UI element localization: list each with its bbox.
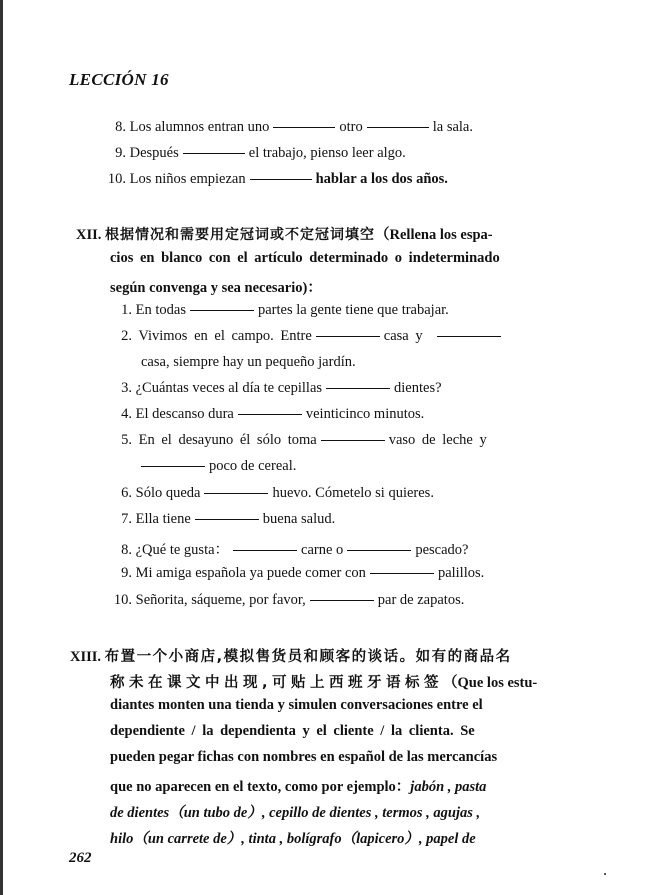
blank	[238, 413, 302, 415]
exercise-item: 9. Después el trabajo, pienso leer algo.	[115, 145, 406, 161]
exercise-item: 8. ¿Qué te gusta： carne o pescado?	[121, 542, 469, 558]
exercise-item-continuation: casa, siempre hay un pequeño jardín.	[141, 354, 356, 370]
section-xii-title: XII. 根据情况和需要用定冠词或不定冠词填空（Rellena los espa-	[76, 227, 493, 243]
blank	[347, 549, 411, 551]
blank	[204, 492, 268, 494]
scan-speck	[604, 873, 606, 875]
blank	[233, 549, 297, 551]
blank	[183, 152, 245, 154]
exercise-item: 3. ¿Cuántas veces al día te cepillas dientes?	[121, 380, 442, 396]
section-xiii-line: dependiente / la dependienta y el cliente / la clienta. Se	[110, 723, 475, 739]
section-xiii-line: que no aparecen en el texto, como por ejemplo：jabón , pasta	[110, 779, 487, 795]
blank	[367, 126, 429, 128]
blank	[316, 335, 380, 337]
blank	[321, 439, 385, 441]
exercise-item: 1. En todas partes la gente tiene que trabajar.	[121, 302, 449, 318]
blank	[326, 387, 390, 389]
exercise-item: 10. Señorita, sáqueme, por favor, par de zapatos.	[113, 592, 465, 608]
section-xiii-title: XIII. 布置一个小商店,模拟售货员和顾客的谈话。如有的商品名	[70, 649, 512, 665]
exercise-item: 9. Mi amiga española ya puede comer con palillos.	[121, 565, 485, 581]
blank	[437, 335, 501, 337]
section-xiii-line: de dientes（un tubo de）, cepillo de dientes , termos , agujas ,	[110, 805, 481, 821]
exercise-item: 7. Ella tiene buena salud.	[121, 511, 336, 527]
blank	[195, 518, 259, 520]
section-xii-line: cios en blanco con el artículo determinado o indeterminado	[110, 250, 500, 266]
exercise-item: 5. En el desayuno él sólo toma vaso de leche y	[121, 432, 487, 448]
exercise-item: 10. Los niños empiezan hablar a los dos años.	[107, 171, 448, 187]
section-xii-line: según convenga y sea necesario)：	[110, 280, 322, 296]
section-xiii-line: hilo（un carrete de）, tinta , bolígrafo（lapicero）, papel de	[110, 831, 476, 847]
blank	[310, 599, 374, 601]
page-header: LECCIÓN 16	[69, 70, 169, 89]
blank	[273, 126, 335, 128]
blank	[250, 178, 312, 180]
exercise-item: 6. Sólo queda huevo. Cómetelo si quieres.	[121, 485, 434, 501]
exercise-item: 2. Vivimos en el campo. Entre casa y	[110, 328, 505, 345]
blank	[370, 572, 434, 574]
blank	[190, 309, 254, 311]
scan-edge-bar	[0, 0, 3, 895]
section-xiii-line: diantes monten una tienda y simulen conversaciones entre el	[110, 697, 483, 713]
page-number: 262	[69, 850, 92, 866]
section-xiii-line: pueden pegar fichas con nombres en español de las mercancías	[110, 749, 498, 765]
blank	[141, 465, 205, 467]
exercise-item: 4. El descanso dura veinticinco minutos.	[121, 406, 425, 422]
exercise-item: 8. Los alumnos entran uno otro la sala.	[115, 119, 473, 135]
section-xiii-line: 称未在课文中出现,可贴上西班牙语标签（Que los estu-	[110, 675, 538, 691]
exercise-item-continuation: poco de cereal.	[141, 458, 296, 475]
